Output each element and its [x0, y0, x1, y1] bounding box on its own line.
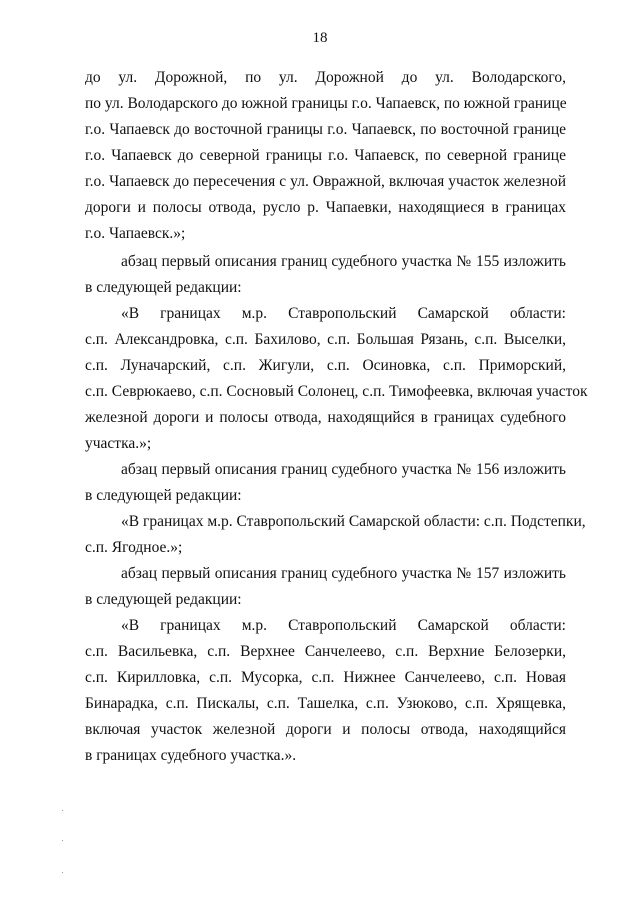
text-line: абзац первый описания границ судебного участка № 156 изложить: [121, 461, 566, 478]
text-line: в границах судебного участка.».: [85, 747, 297, 764]
text-line: абзац первый описания границ судебного участка № 155 изложить: [121, 253, 566, 270]
text-line: г.о. Чапаевск до пересечения с ул. Овражной, включая участок железной: [85, 173, 566, 190]
text-line: абзац первый описания границ судебного участка № 157 изложить: [121, 565, 566, 582]
text-line: включая участок железной дороги и полосы отвода, находящийся: [85, 721, 566, 738]
text-line: участка.»;: [85, 435, 152, 452]
text-line: «В границах м.р. Ставропольский Самарской области:: [121, 305, 566, 322]
text-line: с.п. Ягодное.»;: [85, 539, 183, 556]
text-line: с.п. Васильевка, с.п. Верхнее Санчелеево, с.п. Верхние Белозерки,: [85, 643, 566, 660]
text-line: «В границах м.р. Ставропольский Самарской области:: [121, 617, 566, 634]
page-number: 18: [312, 30, 328, 46]
text-line: с.п. Луначарский, с.п. Жигули, с.п. Осиновка, с.п. Приморский,: [85, 357, 566, 374]
scan-speck: [62, 840, 63, 841]
text-line: в следующей редакции:: [85, 279, 242, 296]
scan-speck: [62, 872, 63, 873]
text-line: Бинарадка, с.п. Пискалы, с.п. Ташелка, с.п. Узюково, с.п. Хрящевка,: [85, 695, 566, 712]
text-line: г.о. Чапаевск.»;: [85, 225, 186, 242]
text-line: с.п. Александровка, с.п. Бахилово, с.п. Большая Рязань, с.п. Выселки,: [85, 331, 566, 348]
text-line: дороги и полосы отвода, русло р. Чапаевки, находящиеся в границах: [85, 199, 566, 216]
text-line: по ул. Володарского до южной границы г.о. Чапаевск, по южной границе: [85, 95, 567, 112]
text-line: железной дороги и полосы отвода, находящийся в границах судебного: [85, 409, 566, 426]
text-line: с.п. Кирилловка, с.п. Мусорка, с.п. Нижнее Санчелеево, с.п. Новая: [85, 669, 566, 686]
text-line: в следующей редакции:: [85, 487, 242, 504]
text-line: г.о. Чапаевск до северной границы г.о. Чапаевск, по северной границе: [85, 147, 566, 164]
scan-speck: [62, 810, 63, 811]
text-line: до ул. Дорожной, по ул. Дорожной до ул. Володарского,: [85, 69, 566, 86]
text-line: с.п. Севрюкаево, с.п. Сосновый Солонец, с.п. Тимофеевка, включая участок: [85, 383, 588, 400]
text-line: «В границах м.р. Ставропольский Самарской области: с.п. Подстепки,: [121, 513, 586, 530]
text-line: г.о. Чапаевск до восточной границы г.о. Чапаевск, по восточной границе: [85, 121, 566, 138]
text-line: в следующей редакции:: [85, 591, 242, 608]
